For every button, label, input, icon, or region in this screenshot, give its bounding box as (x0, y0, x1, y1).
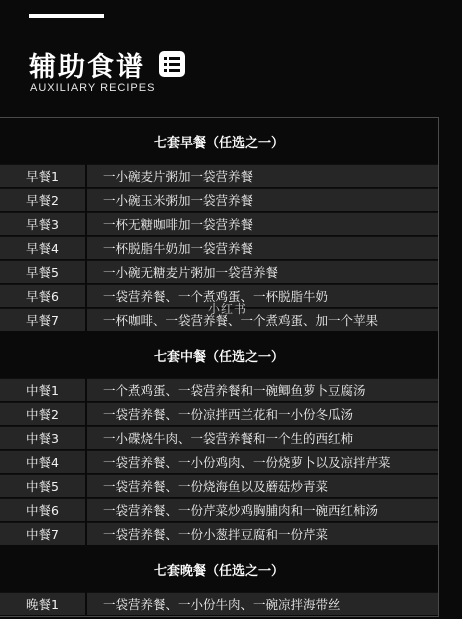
header (29, 44, 185, 84)
table-row (0, 378, 438, 401)
meal-label: 中餐6 (0, 498, 85, 521)
meal-description: 一袋营养餐、一份凉拌西兰花和一小份冬瓜汤 (87, 402, 438, 425)
meal-label: 中餐2 (0, 402, 85, 425)
top-accent-bar (29, 14, 104, 18)
meal-label: 早餐2 (0, 188, 85, 211)
meal-label: 早餐7 (0, 308, 85, 331)
page-subtitle: AUXILIARY RECIPES (30, 82, 156, 94)
meal-description: 一杯脱脂牛奶加一袋营养餐 (87, 236, 438, 259)
meal-description: 一杯咖啡、一袋营养餐、一个煮鸡蛋、加一个苹果 (87, 308, 438, 331)
table-row (0, 212, 438, 235)
meal-description: 一小碗玉米粥加一袋营养餐 (87, 188, 438, 211)
table-row (0, 402, 438, 425)
meal-description: 一小碗麦片粥加一袋营养餐 (87, 164, 438, 187)
table-row (0, 450, 438, 473)
meal-label: 中餐3 (0, 426, 85, 449)
recipe-table (0, 117, 439, 617)
table-row (0, 426, 438, 449)
meal-description: 一袋营养餐、一小份牛肉、一碗凉拌海带丝 (87, 592, 438, 615)
meal-label: 中餐1 (0, 378, 85, 401)
meal-description: 一小碗无糖麦片粥加一袋营养餐 (87, 260, 438, 283)
meal-description: 一个煮鸡蛋、一袋营养餐和一碗鲫鱼萝卜豆腐汤 (87, 378, 438, 401)
meal-label: 中餐7 (0, 522, 85, 545)
breakfast-list (0, 164, 438, 331)
table-row (0, 498, 438, 521)
meal-description: 一袋营养餐、一份烧海鱼以及蘑菇炒青菜 (87, 474, 438, 497)
meal-label: 早餐4 (0, 236, 85, 259)
table-row (0, 236, 438, 259)
lunch-heading: 七套中餐（任选之一） (0, 332, 438, 378)
meal-description: 一小碟烧牛肉、一袋营养餐和一个生的西红柿 (87, 426, 438, 449)
meal-description: 一袋营养餐、一份芹菜炒鸡胸脯肉和一碗西红柿汤 (87, 498, 438, 521)
meal-label: 中餐4 (0, 450, 85, 473)
table-row (0, 522, 438, 545)
table-row (0, 164, 438, 187)
meal-description: 一杯无糖咖啡加一袋营养餐 (87, 212, 438, 235)
meal-description: 一袋营养餐、一份小葱拌豆腐和一份芹菜 (87, 522, 438, 545)
meal-label: 早餐6 (0, 284, 85, 307)
dinner-heading: 七套晚餐（任选之一） (0, 546, 438, 592)
breakfast-heading: 七套早餐（任选之一） (0, 118, 438, 164)
list-icon (159, 51, 185, 77)
lunch-list (0, 378, 438, 545)
meal-label: 早餐1 (0, 164, 85, 187)
meal-label: 早餐3 (0, 212, 85, 235)
meal-label: 中餐5 (0, 474, 85, 497)
meal-description: 一袋营养餐、一个煮鸡蛋、一杯脱脂牛奶 (87, 284, 438, 307)
watermark: 小红书 (208, 302, 248, 316)
meal-description: 一袋营养餐、一小份鸡肉、一份烧萝卜以及凉拌芹菜 (87, 450, 438, 473)
table-row (0, 188, 438, 211)
table-row (0, 308, 438, 331)
table-row (0, 474, 438, 497)
meal-label: 晚餐1 (0, 592, 85, 615)
table-row (0, 284, 438, 307)
table-row (0, 260, 438, 283)
page-title: 辅助食谱 (29, 51, 145, 83)
meal-label: 早餐5 (0, 260, 85, 283)
dinner-list (0, 592, 438, 615)
table-row (0, 592, 438, 615)
